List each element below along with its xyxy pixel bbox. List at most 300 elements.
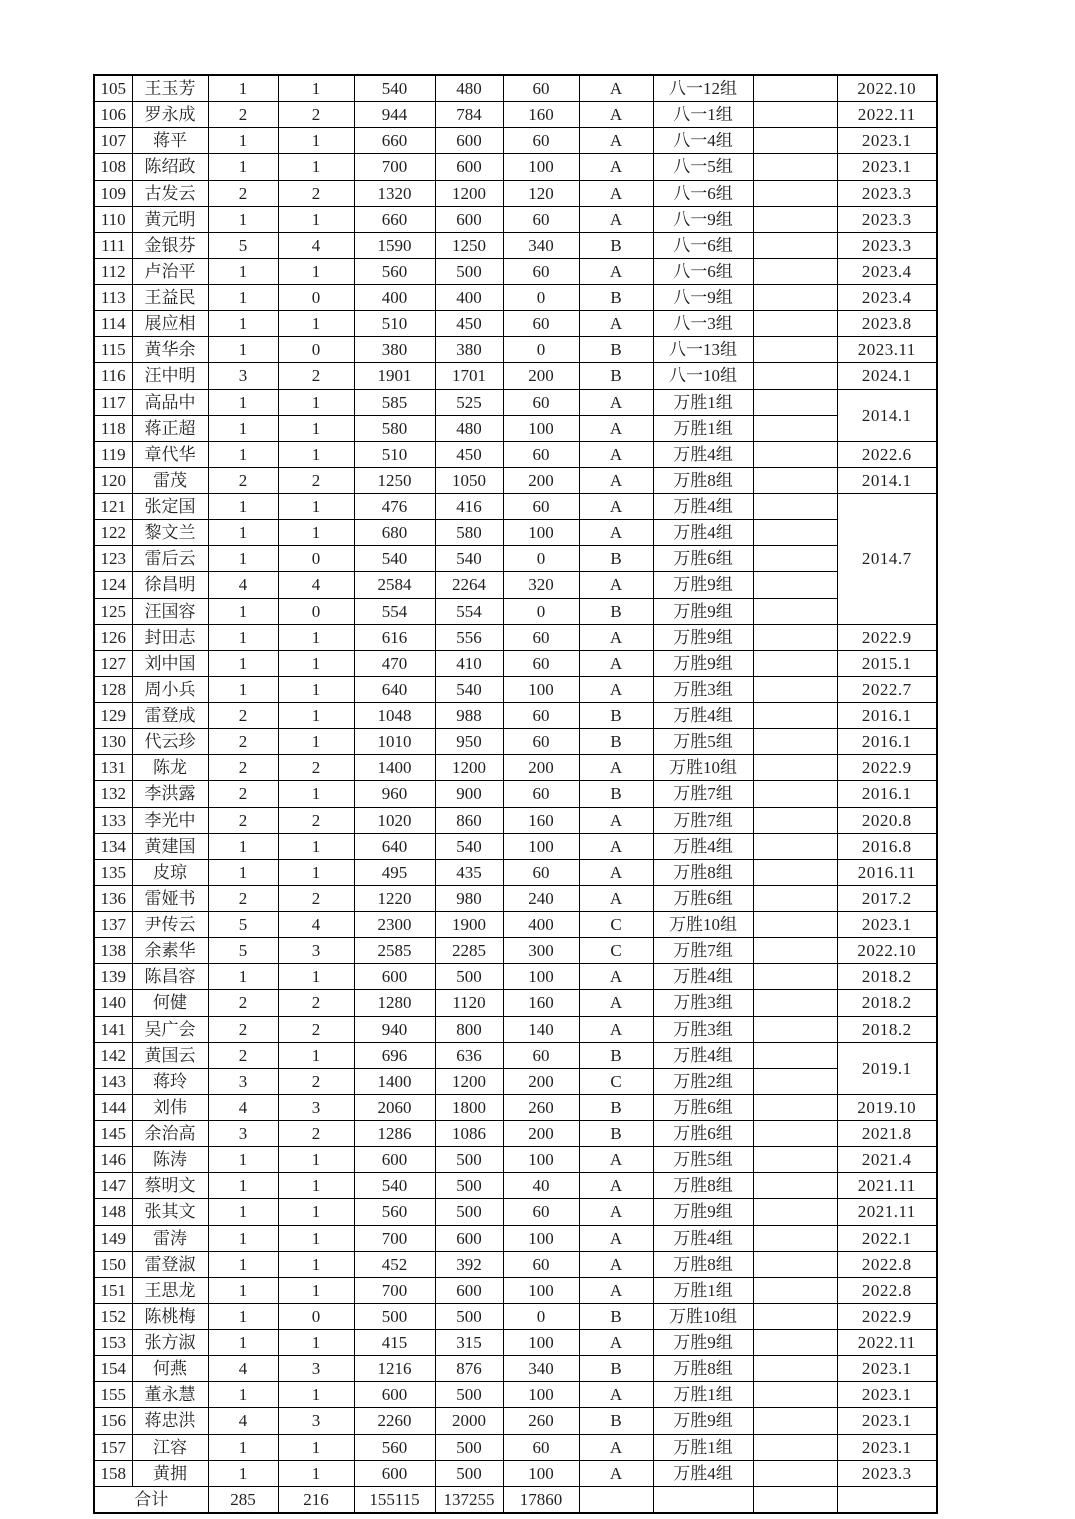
cell-group: 万胜7组	[653, 807, 753, 833]
cell-seq: 119	[94, 441, 132, 467]
cell-count-total: 1	[208, 1303, 278, 1329]
cell-seq: 144	[94, 1094, 132, 1120]
cell-amount-net: 500	[435, 258, 503, 284]
cell-count-paid: 1	[278, 258, 354, 284]
cell-group: 八一1组	[653, 102, 753, 128]
cell-amount-diff: 60	[503, 1251, 579, 1277]
cell-blank	[753, 206, 837, 232]
cell-grade: A	[579, 467, 653, 493]
cell-amount-net: 540	[435, 833, 503, 859]
cell-count-paid: 0	[278, 546, 354, 572]
cell-blank	[753, 1042, 837, 1068]
cell-count-total: 4	[208, 1094, 278, 1120]
cell-count-total: 1	[208, 285, 278, 311]
cell-group: 万胜9组	[653, 572, 753, 598]
cell-amount-diff: 40	[503, 1173, 579, 1199]
cell-name: 张其文	[132, 1199, 208, 1225]
cell-seq: 116	[94, 363, 132, 389]
table-row	[94, 703, 937, 729]
cell-amount-net: 500	[435, 1173, 503, 1199]
cell-group: 万胜9组	[653, 650, 753, 676]
cell-count-paid: 0	[278, 1303, 354, 1329]
cell-amount-diff: 0	[503, 337, 579, 363]
cell-blank	[753, 598, 837, 624]
cell-name: 黄拥	[132, 1460, 208, 1486]
cell-amount-total: 452	[354, 1251, 435, 1277]
cell-group: 万胜8组	[653, 1173, 753, 1199]
cell-amount-diff: 60	[503, 703, 579, 729]
cell-count-paid: 2	[278, 1068, 354, 1094]
cell-amount-total: 700	[354, 1277, 435, 1303]
cell-count-paid: 1	[278, 624, 354, 650]
cell-amount-net: 480	[435, 415, 503, 441]
cell-date: 2023.1	[837, 1408, 937, 1434]
cell-grade: A	[579, 1199, 653, 1225]
cell-count-total: 2	[208, 180, 278, 206]
cell-name: 黄国云	[132, 1042, 208, 1068]
cell-amount-total: 470	[354, 650, 435, 676]
cell-name: 张方淑	[132, 1330, 208, 1356]
cell-seq: 158	[94, 1460, 132, 1486]
cell-count-paid: 2	[278, 467, 354, 493]
cell-blank	[753, 75, 837, 102]
cell-amount-net: 950	[435, 729, 503, 755]
cell-name: 汪国容	[132, 598, 208, 624]
cell-count-total: 2	[208, 703, 278, 729]
cell-blank	[753, 624, 837, 650]
cell-amount-total: 944	[354, 102, 435, 128]
cell-amount-diff: 340	[503, 1356, 579, 1382]
cell-date: 2019.1	[837, 1042, 937, 1094]
table-row	[94, 833, 937, 859]
cell-blank	[753, 1277, 837, 1303]
cell-group: 八一10组	[653, 363, 753, 389]
cell-date: 2021.11	[837, 1199, 937, 1225]
cell-seq: 155	[94, 1382, 132, 1408]
cell-count-total: 1	[208, 389, 278, 415]
table-row	[94, 885, 937, 911]
cell-amount-total: 1400	[354, 755, 435, 781]
cell-name: 汪中明	[132, 363, 208, 389]
cell-name: 蒋玲	[132, 1068, 208, 1094]
cell-date: 2016.1	[837, 703, 937, 729]
cell-total-amount: 155115	[354, 1486, 435, 1513]
cell-group: 八一9组	[653, 206, 753, 232]
cell-count-paid: 1	[278, 1382, 354, 1408]
cell-count-paid: 1	[278, 781, 354, 807]
cell-amount-total: 600	[354, 1147, 435, 1173]
cell-amount-total: 580	[354, 415, 435, 441]
cell-grade: A	[579, 1460, 653, 1486]
cell-group: 万胜3组	[653, 990, 753, 1016]
cell-date: 2023.8	[837, 311, 937, 337]
cell-amount-net: 580	[435, 520, 503, 546]
cell-blank	[753, 1408, 837, 1434]
cell-count-paid: 0	[278, 337, 354, 363]
cell-date: 2023.4	[837, 258, 937, 284]
cell-blank	[753, 258, 837, 284]
cell-amount-net: 600	[435, 1277, 503, 1303]
cell-amount-net: 1800	[435, 1094, 503, 1120]
cell-name: 封田志	[132, 624, 208, 650]
cell-amount-total: 510	[354, 311, 435, 337]
cell-count-total: 4	[208, 1408, 278, 1434]
cell-group: 万胜4组	[653, 1460, 753, 1486]
cell-date: 2021.4	[837, 1147, 937, 1173]
cell-amount-net: 900	[435, 781, 503, 807]
cell-name: 雷茂	[132, 467, 208, 493]
cell-count-total: 1	[208, 415, 278, 441]
cell-grade: B	[579, 1094, 653, 1120]
cell-date: 2023.1	[837, 128, 937, 154]
cell-amount-diff: 60	[503, 650, 579, 676]
cell-group: 万胜6组	[653, 1094, 753, 1120]
cell-date: 2018.2	[837, 1016, 937, 1042]
cell-name: 罗永成	[132, 102, 208, 128]
cell-blank	[753, 337, 837, 363]
table-row	[94, 546, 937, 572]
cell-amount-diff: 60	[503, 1199, 579, 1225]
cell-amount-net: 450	[435, 441, 503, 467]
table-row	[94, 75, 937, 102]
cell-grade: B	[579, 703, 653, 729]
cell-group: 万胜10组	[653, 755, 753, 781]
cell-group: 万胜6组	[653, 546, 753, 572]
cell-amount-total: 1010	[354, 729, 435, 755]
table-row	[94, 363, 937, 389]
cell-date: 2023.4	[837, 285, 937, 311]
cell-amount-net: 480	[435, 75, 503, 102]
cell-amount-total: 1250	[354, 467, 435, 493]
cell-count-paid: 2	[278, 1121, 354, 1147]
cell-count-total: 4	[208, 572, 278, 598]
cell-count-paid: 3	[278, 1408, 354, 1434]
cell-blank	[753, 1094, 837, 1120]
cell-amount-net: 450	[435, 311, 503, 337]
cell-amount-total: 600	[354, 1460, 435, 1486]
cell-count-paid: 1	[278, 154, 354, 180]
cell-count-paid: 2	[278, 807, 354, 833]
cell-amount-net: 540	[435, 676, 503, 702]
cell-blank	[753, 1147, 837, 1173]
cell-seq: 152	[94, 1303, 132, 1329]
cell-amount-net: 1050	[435, 467, 503, 493]
cell-date: 2022.8	[837, 1277, 937, 1303]
cell-count-paid: 1	[278, 441, 354, 467]
cell-name: 金银芬	[132, 232, 208, 258]
cell-group: 万胜4组	[653, 833, 753, 859]
cell-grade: A	[579, 1251, 653, 1277]
cell-amount-diff: 60	[503, 441, 579, 467]
cell-amount-net: 540	[435, 546, 503, 572]
cell-group: 万胜4组	[653, 494, 753, 520]
cell-group: 八一3组	[653, 311, 753, 337]
cell-amount-diff: 300	[503, 938, 579, 964]
cell-grade: A	[579, 1147, 653, 1173]
cell-amount-diff: 160	[503, 102, 579, 128]
cell-amount-net: 860	[435, 807, 503, 833]
cell-group: 万胜4组	[653, 964, 753, 990]
cell-date: 2023.1	[837, 912, 937, 938]
table-row	[94, 598, 937, 624]
cell-count-total: 1	[208, 833, 278, 859]
cell-amount-net: 600	[435, 154, 503, 180]
cell-name: 陈龙	[132, 755, 208, 781]
cell-count-paid: 1	[278, 964, 354, 990]
table-row	[94, 912, 937, 938]
cell-group: 万胜5组	[653, 1147, 753, 1173]
cell-grade: A	[579, 1277, 653, 1303]
cell-count-paid: 2	[278, 1016, 354, 1042]
cell-name: 何燕	[132, 1356, 208, 1382]
table-row	[94, 1068, 937, 1094]
cell-grade: A	[579, 964, 653, 990]
cell-group: 万胜1组	[653, 1434, 753, 1460]
cell-amount-total: 1286	[354, 1121, 435, 1147]
cell-grade: A	[579, 520, 653, 546]
table-row	[94, 1408, 937, 1434]
cell-seq: 139	[94, 964, 132, 990]
cell-blank	[753, 859, 837, 885]
cell-amount-diff: 60	[503, 1434, 579, 1460]
cell-amount-diff: 200	[503, 467, 579, 493]
cell-group: 万胜9组	[653, 624, 753, 650]
cell-amount-net: 315	[435, 1330, 503, 1356]
table-row	[94, 755, 937, 781]
cell-blank	[753, 990, 837, 1016]
cell-blank	[753, 154, 837, 180]
cell-amount-diff: 240	[503, 885, 579, 911]
cell-grade: A	[579, 311, 653, 337]
cell-count-paid: 0	[278, 598, 354, 624]
cell-date: 2020.8	[837, 807, 937, 833]
cell-count-paid: 4	[278, 232, 354, 258]
cell-group	[653, 1486, 753, 1513]
cell-grade: A	[579, 755, 653, 781]
cell-count-total: 1	[208, 1434, 278, 1460]
cell-blank	[753, 1225, 837, 1251]
cell-date: 2021.8	[837, 1121, 937, 1147]
table-row	[94, 1330, 937, 1356]
cell-count-total: 2	[208, 755, 278, 781]
cell-amount-net: 1200	[435, 180, 503, 206]
cell-amount-diff: 100	[503, 1382, 579, 1408]
cell-amount-diff: 60	[503, 781, 579, 807]
cell-seq: 138	[94, 938, 132, 964]
cell-count-total: 1	[208, 128, 278, 154]
cell-count-paid: 1	[278, 1225, 354, 1251]
cell-date: 2022.1	[837, 1225, 937, 1251]
cell-group: 万胜6组	[653, 1121, 753, 1147]
cell-seq: 107	[94, 128, 132, 154]
cell-amount-diff: 100	[503, 676, 579, 702]
cell-amount-total: 1590	[354, 232, 435, 258]
cell-blank	[753, 494, 837, 520]
cell-amount-total: 696	[354, 1042, 435, 1068]
cell-amount-diff: 340	[503, 232, 579, 258]
cell-amount-total: 2300	[354, 912, 435, 938]
cell-amount-diff: 60	[503, 859, 579, 885]
cell-amount-net: 600	[435, 128, 503, 154]
cell-amount-total: 1020	[354, 807, 435, 833]
cell-amount-diff: 60	[503, 624, 579, 650]
cell-count-total: 1	[208, 441, 278, 467]
table-row	[94, 1277, 937, 1303]
cell-seq: 112	[94, 258, 132, 284]
table-row	[94, 102, 937, 128]
table-row	[94, 1251, 937, 1277]
cell-amount-diff: 60	[503, 494, 579, 520]
cell-seq: 120	[94, 467, 132, 493]
cell-amount-diff: 100	[503, 154, 579, 180]
cell-total-amount-diff: 17860	[503, 1486, 579, 1513]
cell-amount-net: 1086	[435, 1121, 503, 1147]
cell-name: 刘中国	[132, 650, 208, 676]
cell-count-total: 3	[208, 1068, 278, 1094]
cell-count-total: 2	[208, 885, 278, 911]
cell-count-total: 1	[208, 650, 278, 676]
cell-name: 陈昌容	[132, 964, 208, 990]
cell-blank	[753, 1173, 837, 1199]
cell-amount-diff: 320	[503, 572, 579, 598]
cell-amount-net: 1900	[435, 912, 503, 938]
cell-amount-net: 2000	[435, 1408, 503, 1434]
cell-amount-total: 1400	[354, 1068, 435, 1094]
cell-seq: 130	[94, 729, 132, 755]
cell-date: 2022.11	[837, 1330, 937, 1356]
cell-grade: A	[579, 1382, 653, 1408]
cell-amount-total: 495	[354, 859, 435, 885]
cell-grade	[579, 1486, 653, 1513]
table-row	[94, 494, 937, 520]
cell-amount-total: 2060	[354, 1094, 435, 1120]
table-row	[94, 781, 937, 807]
cell-group: 八一6组	[653, 258, 753, 284]
cell-count-paid: 3	[278, 938, 354, 964]
cell-count-total: 1	[208, 1225, 278, 1251]
cell-blank	[753, 912, 837, 938]
cell-name: 章代华	[132, 441, 208, 467]
cell-amount-diff: 100	[503, 1460, 579, 1486]
cell-amount-total: 600	[354, 964, 435, 990]
cell-count-total: 5	[208, 938, 278, 964]
cell-count-total: 4	[208, 1356, 278, 1382]
cell-count-paid: 2	[278, 363, 354, 389]
cell-grade: A	[579, 128, 653, 154]
cell-blank	[753, 1068, 837, 1094]
cell-amount-net: 2285	[435, 938, 503, 964]
cell-date: 2023.1	[837, 1356, 937, 1382]
cell-seq: 151	[94, 1277, 132, 1303]
cell-amount-net: 876	[435, 1356, 503, 1382]
cell-group: 万胜7组	[653, 938, 753, 964]
cell-seq: 110	[94, 206, 132, 232]
cell-group: 八一6组	[653, 232, 753, 258]
cell-amount-net: 980	[435, 885, 503, 911]
cell-count-paid: 1	[278, 1460, 354, 1486]
total-row	[94, 1486, 937, 1513]
cell-count-total: 2	[208, 1042, 278, 1068]
cell-seq: 141	[94, 1016, 132, 1042]
cell-seq: 137	[94, 912, 132, 938]
cell-amount-total: 560	[354, 1199, 435, 1225]
cell-name: 展应相	[132, 311, 208, 337]
cell-name: 黄华余	[132, 337, 208, 363]
cell-count-total: 1	[208, 206, 278, 232]
cell-grade: A	[579, 885, 653, 911]
cell-grade: A	[579, 624, 653, 650]
cell-blank	[753, 650, 837, 676]
cell-amount-net: 500	[435, 1434, 503, 1460]
cell-count-paid: 1	[278, 520, 354, 546]
cell-date: 2022.8	[837, 1251, 937, 1277]
cell-blank	[753, 729, 837, 755]
cell-grade: A	[579, 1225, 653, 1251]
cell-date: 2022.9	[837, 624, 937, 650]
cell-seq: 132	[94, 781, 132, 807]
cell-count-total: 1	[208, 964, 278, 990]
cell-amount-net: 410	[435, 650, 503, 676]
cell-grade: A	[579, 859, 653, 885]
cell-grade: A	[579, 441, 653, 467]
table-row	[94, 467, 937, 493]
cell-count-total: 1	[208, 1173, 278, 1199]
cell-amount-total: 476	[354, 494, 435, 520]
cell-amount-total: 560	[354, 1434, 435, 1460]
cell-name: 尹传云	[132, 912, 208, 938]
cell-grade: B	[579, 598, 653, 624]
cell-name: 雷登淑	[132, 1251, 208, 1277]
cell-amount-net: 500	[435, 1199, 503, 1225]
cell-blank	[753, 1016, 837, 1042]
cell-amount-net: 435	[435, 859, 503, 885]
cell-seq: 133	[94, 807, 132, 833]
cell-amount-net: 1250	[435, 232, 503, 258]
cell-count-total: 1	[208, 311, 278, 337]
cell-blank	[753, 1434, 837, 1460]
cell-count-paid: 1	[278, 1199, 354, 1225]
cell-amount-total: 585	[354, 389, 435, 415]
cell-date: 2023.1	[837, 1434, 937, 1460]
cell-grade: B	[579, 363, 653, 389]
cell-group: 万胜4组	[653, 1225, 753, 1251]
cell-group: 万胜1组	[653, 389, 753, 415]
cell-amount-total: 680	[354, 520, 435, 546]
cell-grade: B	[579, 1408, 653, 1434]
cell-grade: A	[579, 572, 653, 598]
cell-seq: 129	[94, 703, 132, 729]
cell-blank	[753, 441, 837, 467]
cell-blank	[753, 703, 837, 729]
cell-amount-total: 616	[354, 624, 435, 650]
cell-date: 2022.10	[837, 938, 937, 964]
cell-amount-total: 600	[354, 1382, 435, 1408]
cell-blank	[753, 285, 837, 311]
cell-blank	[753, 1460, 837, 1486]
cell-count-paid: 1	[278, 833, 354, 859]
cell-group: 万胜4组	[653, 703, 753, 729]
cell-amount-diff: 0	[503, 1303, 579, 1329]
cell-amount-total: 700	[354, 1225, 435, 1251]
cell-date: 2023.1	[837, 154, 937, 180]
table-row	[94, 1016, 937, 1042]
cell-date: 2022.9	[837, 755, 937, 781]
cell-group: 万胜7组	[653, 781, 753, 807]
cell-grade: B	[579, 546, 653, 572]
cell-count-paid: 3	[278, 1094, 354, 1120]
cell-date: 2019.10	[837, 1094, 937, 1120]
cell-grade: B	[579, 285, 653, 311]
